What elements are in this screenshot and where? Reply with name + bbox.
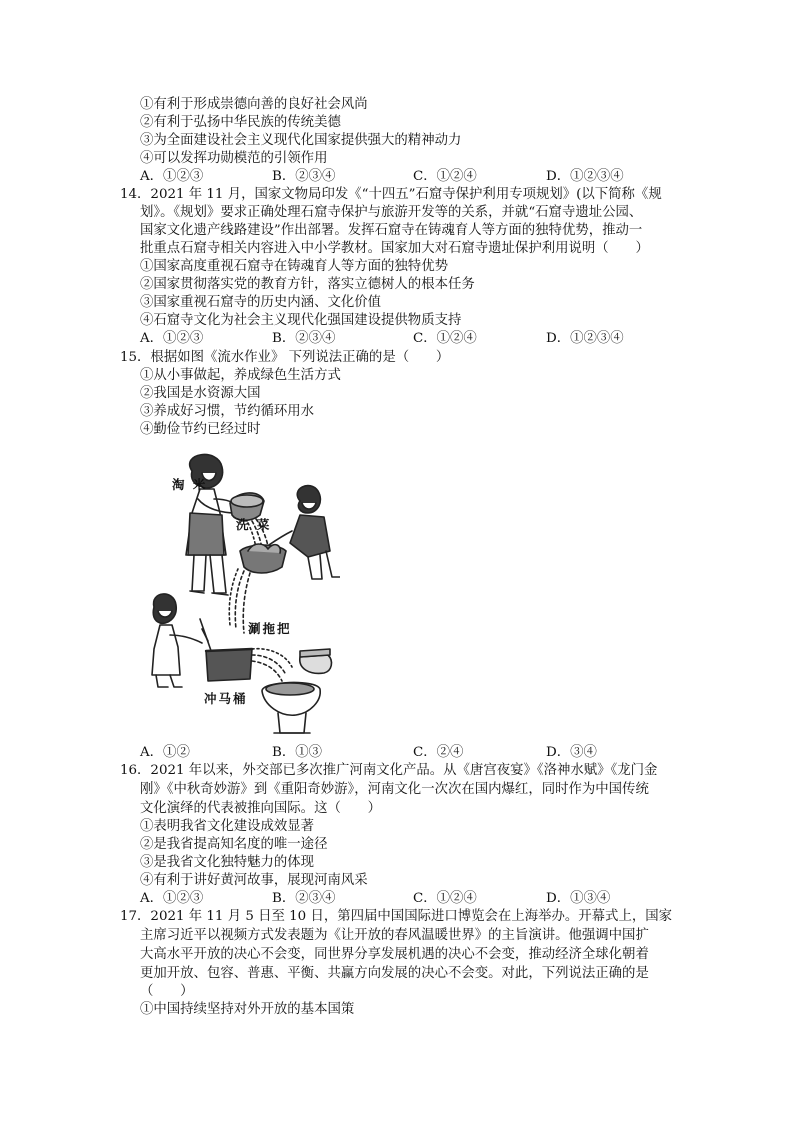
q14-item-3: ③国家重视石窟寺的历史内涵、文化价值 (140, 295, 382, 310)
q14-option-d: D．①②③④ (546, 331, 624, 346)
q14-option-b: B．②③④ (272, 331, 336, 346)
q15-item-3: ③养成好习惯，节约循环用水 (140, 404, 315, 419)
q17-stem-line-3: 大高水平开放的决心不会变，同世界分享发展机遇的决心不会变，推动经济全球化朝着 (140, 947, 649, 962)
q13-option-b: B．②③④ (272, 169, 336, 184)
q15-item-2: ②我国是水资源大国 (140, 386, 261, 401)
q16-option-d: D．①③④ (546, 891, 611, 906)
q16-stem-line-2: 刚》《中秋奇妙游》到《重阳奇妙游》，河南文化一次次在国内爆红，同时作为中国传统 (140, 782, 649, 797)
q14-stem-line-3: 国家文化遗产线路建设”作出部署。发挥石窟寺在铸魂育人等方面的独特优势，推动一 (140, 223, 643, 238)
q14-stem-line-1: 14．2021 年 11 月，国家文物局印发《“十四五”石窟寺保护利用专项规划》(以下简称《规 (120, 187, 662, 202)
q15-option-b: B．①③ (272, 745, 323, 760)
q13-option-d: D．①②③④ (546, 169, 624, 184)
q16-option-c: C．①②④ (413, 891, 477, 906)
q13-item-2: ②有利于弘扬中华民族的传统美德 (140, 115, 341, 130)
q16-option-b: B．②③④ (272, 891, 336, 906)
q14-stem-line-2: 划》。《规划》要求正确处理石窟寺保护与旅游开发等的关系，并就“石窟寺遗址公园、 (140, 205, 643, 220)
q16-item-1: ①表明我省文化建设成效显著 (140, 819, 315, 834)
q15-option-a: A．①② (140, 745, 190, 760)
q17-stem-line-2: 主席习近平以视频方式发表题为《让开放的春风温暖世界》的主旨演讲。他强调中国扩 (140, 928, 649, 943)
water-reuse-illustration (140, 443, 340, 743)
q17-stem-line-4: 更加开放、包容、普惠、平衡、共赢方向发展的决心不会变。对此，下列说法正确的是 (140, 966, 649, 981)
caption-wash-rice: 淘 米 (172, 477, 208, 492)
q13-option-c: C．①②④ (413, 169, 477, 184)
q15-item-1: ①从小事做起，养成绿色生活方式 (140, 368, 341, 383)
q16-stem-line-1: 16．2021 年以来，外交部已多次推广河南文化产品。从《唐宫夜宴》《洛神水赋》《龙门金 (120, 763, 658, 778)
q16-item-4: ④有利于讲好黄河故事，展现河南风采 (140, 873, 368, 888)
q17-item-1: ①中国持续坚持对外开放的基本国策 (140, 1002, 355, 1017)
caption-rinse-mop: 涮拖把 (248, 621, 292, 636)
q17-stem-line-1: 17．2021 年 11 月 5 日至 10 日，第四届中国国际进口博览会在上海举办。开幕式上，国家 (120, 909, 673, 924)
q16-item-2: ②是我省提高知名度的唯一途径 (140, 837, 328, 852)
q16-stem-line-3: 文化演绎的代表被推向国际。这（ ） (140, 801, 382, 816)
q15-option-d: D．③④ (546, 745, 597, 760)
q15-option-c: C．②④ (413, 745, 464, 760)
q14-item-4: ④石窟寺文化为社会主义现代化强国建设提供物质支持 (140, 313, 462, 328)
caption-wash-vegetables: 洗 菜 (236, 517, 272, 532)
q14-option-a: A．①②③ (140, 331, 204, 346)
q14-item-1: ①国家高度重视石窟寺在铸魂育人等方面的独特优势 (140, 259, 448, 274)
q13-item-3: ③为全面建设社会主义现代化国家提供强大的精神动力 (140, 133, 462, 148)
q13-item-4: ④可以发挥功勋模范的引领作用 (140, 151, 328, 166)
q14-option-c: C．①②④ (413, 331, 477, 346)
q14-stem-line-4: 批重点石窟寺相关内容进入中小学教材。国家加大对石窟寺遗址保护利用说明（ ） (140, 241, 649, 256)
q17-stem-line-5: （ ） (140, 984, 194, 999)
q13-item-1: ①有利于形成崇德向善的良好社会风尚 (140, 97, 368, 112)
q16-option-a: A．①②③ (140, 891, 204, 906)
q16-item-3: ③是我省文化独特魅力的体现 (140, 855, 315, 870)
q14-item-2: ②国家贯彻落实党的教育方针，落实立德树人的根本任务 (140, 277, 475, 292)
q15-stem: 15．根据如图《流水作业》 下列说法正确的是（ ） (120, 350, 450, 365)
caption-flush-toilet: 冲马桶 (204, 691, 248, 706)
q13-option-a: A．①②③ (140, 169, 204, 184)
q15-item-4: ④勤俭节约已经过时 (140, 422, 261, 437)
